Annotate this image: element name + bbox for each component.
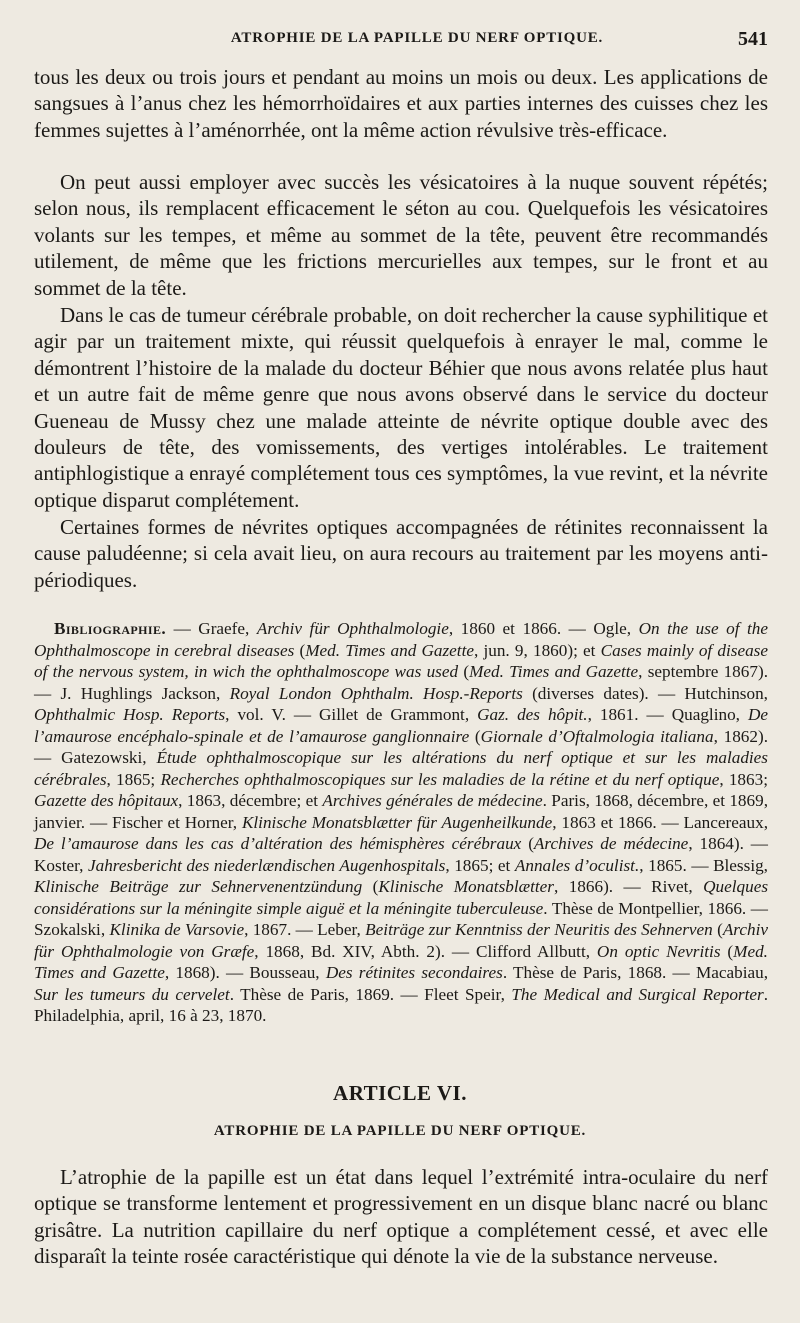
bibliography-body <box>34 619 768 1025</box>
bibliography-title-segment: On optic Nevritis <box>596 941 721 961</box>
bibliography-text-segment: , vol. V. — Gillet de Grammont, <box>225 705 478 724</box>
bibliography-text-segment: ( <box>521 834 534 853</box>
bibliography-title-segment: De l’amaurose encéphalo-spinale et de l’amaurose ganglionnaire <box>34 705 768 746</box>
bibliography-text-segment: , 1862). — Gatezowski, <box>34 726 768 767</box>
bibliography-text-segment: , 1867. — Leber, <box>244 920 366 939</box>
bibliography-text-segment: , 1865. — Blessig, <box>639 855 768 875</box>
article-subtitle: ATROPHIE DE LA PAPILLE DU NERF OPTIQUE. <box>213 1123 587 1139</box>
bibliography-text-segment: , jun. 9, 1860); et <box>473 640 601 660</box>
bibliography-title-segment: De l’amaurose dans les cas d’altération des hémisphères cérébraux <box>34 834 522 853</box>
bibliography-lead: Bibliographie. <box>54 619 167 638</box>
bibliography-title-segment: Archives de médecine <box>533 834 689 853</box>
bibliography-title-segment: Klinika de Varsovie <box>109 920 245 939</box>
bibliography-text-segment: ( <box>720 941 734 961</box>
bibliography-title-segment: Étude ophthalmoscopique sur les altérations du nerf optique et sur les maladies cérébrales <box>34 748 769 789</box>
bibliography-text-segment: ( <box>469 726 481 746</box>
bibliography-text-segment: , 1863; <box>719 769 768 789</box>
bibliography-text-segment: , 1863, décembre; et <box>178 791 323 810</box>
bibliography-text-segment: , 1860 et 1866. — Ogle, <box>448 619 639 638</box>
bibliography-text-segment: ( <box>458 662 470 681</box>
bibliography-title-segment: Gaz. des hôpit. <box>477 705 588 724</box>
article-title: ARTICLE VI. <box>333 1081 467 1105</box>
bibliography-title-segment: Med. Times and Gazette <box>305 640 474 660</box>
bibliography-text-segment: ( <box>712 920 723 939</box>
bibliography-text-segment: ( <box>362 877 379 896</box>
bibliography-title-segment: Jahresbericht des niederlændischen Augenhospitals <box>87 855 446 875</box>
paragraph-tumeur-cerebrale: Dans le cas de tumeur cérébrale probable, on doit rechercher la cause syphilitique et agir par un traitement mixte, qui réussit quelquefois à enrayer le mal, comme le démontrent l’histoire de la malade du docteur Béhier que nous avons relatée plus haut et un autre fait de même genre que nous avons observé dans le service du docteur Gueneau de Mussy chez une malade atteinte de névrite optique double avec des douleurs de tête, des vomissements, des vertiges intolérables. Le traitement antiphlogistique a enrayé complétement tous ces symptômes, la vue revint, et la névrite optique disparut complétement. <box>34 303 768 512</box>
bibliography-title-segment: Archives générales de médecine <box>322 791 543 810</box>
bibliography-text-segment: , 1866). — Rivet, <box>553 877 704 896</box>
bibliography-title-segment: Klinische Beiträge zur Sehnervenentzündung <box>34 877 363 896</box>
bibliography-title-segment: Recherches ophthalmoscopiques sur les maladies de la rétine et du nerf optique <box>160 769 720 789</box>
bibliography-title-segment: Beiträge zur Kenntniss der Neuritis des Sehnerven <box>365 920 713 939</box>
bibliography-title-segment: Giornale d’Oftalmologia italiana <box>480 726 714 746</box>
bibliography-text-segment: ( <box>294 640 306 660</box>
page-number: 541 <box>738 28 768 50</box>
bibliography-text-segment: . Paris, 1868, décembre, et 1869, janvier. — Fischer et Horner, <box>34 791 768 832</box>
running-head <box>32 30 772 58</box>
paragraph-atrophie: L’atrophie de la papille est un état dans lequel l’extrémité intra-oculaire du nerf optique se transforme lentement et progressivement en un disque blanc nacré ou blanc grisâtre. La nutrition capillaire du nerf optique a complétement cessé, et avec elle disparaît la teinte rosée caractéristique qui dénote la vie de la substance nerveuse. <box>34 1165 768 1269</box>
bibliography-text-segment: . Thèse de Paris, 1869. — Fleet Speir, <box>229 984 512 1004</box>
bibliography-title-segment: Annales d’oculist. <box>514 855 640 875</box>
bibliography-title-segment: Archiv für Ophthalmologie von Græfe <box>34 920 768 961</box>
bibliography-text-segment: , 1863 et 1866. — Lancereaux, <box>552 812 769 832</box>
bibliography-text-segment: . Philadelphia, april, 16 à 23, 1870. <box>34 984 769 1025</box>
bibliography-text-segment: , 1868). — Bousseau, <box>164 963 326 982</box>
bibliography-text-segment: , 1861. — Quaglino, <box>587 705 748 724</box>
bibliography-text-segment: (diverses dates). — Hutchinson, <box>522 683 768 703</box>
bibliography-text-segment: — Graefe, <box>166 619 257 638</box>
bibliography-title-segment: Quelques considérations sur la méningite simple aiguë et la méningite tuberculeuse <box>34 877 769 918</box>
bibliography-title-segment: Klinische Monatsblætter für Augenheilkunde <box>241 812 553 832</box>
bibliography-title-segment: Sur les tumeurs du cervelet <box>34 984 230 1004</box>
bibliography-title-segment: Med. Times and Gazette <box>34 941 768 982</box>
bibliography-text-segment: , 1864). — Koster, <box>34 834 768 875</box>
running-title: ATROPHIE DE LA PAPILLE DU NERF OPTIQUE. <box>230 30 604 46</box>
bibliography-title-segment: Ophthalmic Hosp. Reports <box>34 705 226 724</box>
paragraph-paludeenne: Certaines formes de névrites optiques accompagnées de rétinites reconnaissent la cause paludéenne; si cela avait lieu, on aura recours au traitement par les moyens anti-périodiques. <box>34 515 768 592</box>
bibliography-title-segment: Archiv für Ophthalmologie <box>256 619 449 638</box>
bibliography-title-segment: Med. Times and Gazette <box>469 662 639 681</box>
bibliography-title-segment: On the use of the Ophthalmoscope in cerebral diseases <box>34 619 768 660</box>
bibliography-text-segment: , 1865; <box>106 769 161 789</box>
bibliography-title-segment: Gazette des hôpitaux <box>34 791 179 810</box>
bibliography-title-segment: Klinische Monatsblætter <box>378 877 554 896</box>
bibliography-text-segment: , septembre 1867). — J. Hughlings Jackson, <box>34 662 768 703</box>
paragraph-continuation: tous les deux ou trois jours et pendant au moins un mois ou deux. Les applications de sangsues à l’anus chez les hémorrhoïdaires et aux parties internes des cuisses chez les femmes sujettes à l’aménorrhée, ont la même action révulsive très-efficace. <box>34 65 768 142</box>
bibliography-text-segment: , 1865; et <box>445 855 515 875</box>
bibliography-text-segment: . Thèse de Montpellier, 1866. — Szokalski, <box>34 898 768 939</box>
bibliography-title-segment: The Medical and Surgical Reporter <box>511 984 764 1004</box>
bibliography-text-segment: . Thèse de Paris, 1868. — Macabiau, <box>502 963 769 982</box>
paragraph-vesicatoires: On peut aussi employer avec succès les vésicatoires à la nuque souvent répétés; selon nous, ils remplacent efficacement le séton au cou. Quelquefois les vésicatoires volants sur les tempes, et même au sommet de la tête, peuvent être recommandés utilement, de même que les frictions mercurielles aux tempes, sur le front et au sommet de la tête. <box>34 170 768 300</box>
bibliography-text-segment: , 1868, Bd. XIV, Abth. 2). — Clifford Allbutt, <box>254 941 597 961</box>
bibliography-title-segment: Des rétinites secondaires <box>325 963 503 982</box>
bibliography-title-segment: Cases mainly of disease of the nervous system, in wich the ophthalmoscope was used <box>34 640 768 681</box>
bibliography <box>34 618 768 1027</box>
bibliography-title-segment: Royal London Ophthalm. Hosp.-Reports <box>229 683 523 703</box>
